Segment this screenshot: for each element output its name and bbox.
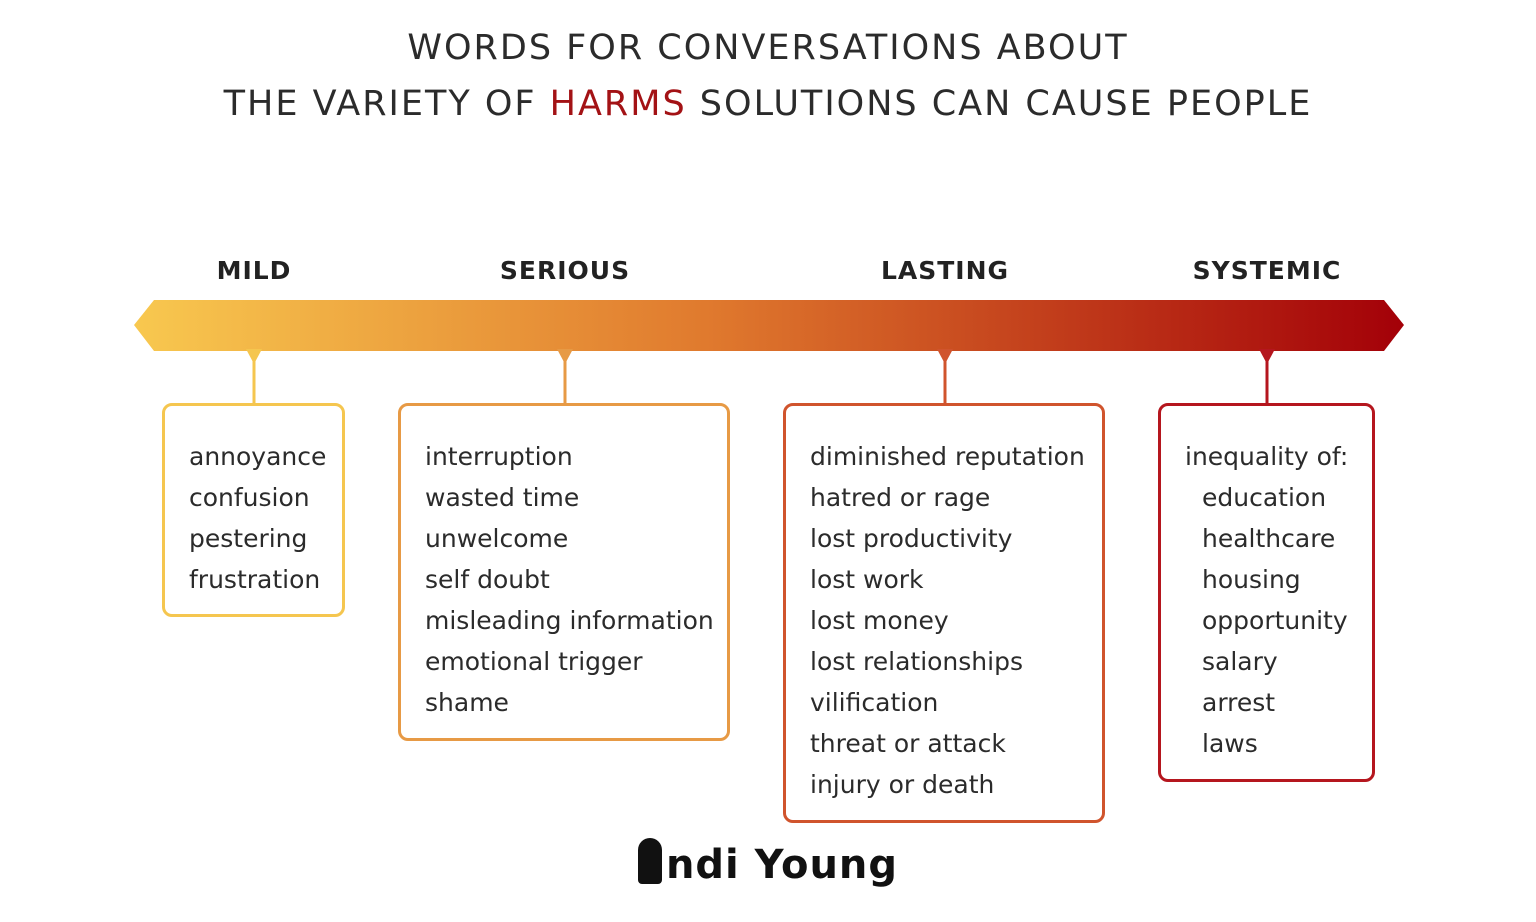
category-label-mild: MILD <box>216 256 292 285</box>
list-item: healthcare <box>1202 524 1336 553</box>
list-item: lost productivity <box>810 524 1013 553</box>
connector-systemic <box>1259 349 1275 405</box>
list-item: inequality of: <box>1185 442 1349 471</box>
list-serious <box>425 436 727 723</box>
title-line-1: WORDS FOR CONVERSATIONS ABOUT <box>407 28 1129 68</box>
category-label-serious: SERIOUS <box>499 256 631 285</box>
list-item: lost relationships <box>810 647 1023 676</box>
list-item: lost work <box>810 565 924 594</box>
list-item: arrest <box>1202 688 1276 717</box>
category-label-lasting: LASTING <box>880 256 1010 285</box>
connector-mild <box>246 349 262 405</box>
logo-mark-icon <box>638 838 662 884</box>
connector-lasting <box>937 349 953 405</box>
list-item: laws <box>1202 729 1258 758</box>
list-systemic <box>1185 436 1372 764</box>
list-item: opportunity <box>1202 606 1348 635</box>
list-lasting <box>810 436 1102 805</box>
connector-serious <box>557 349 573 405</box>
list-item: emotional trigger <box>425 647 643 676</box>
list-item: annoyance <box>189 442 327 471</box>
list-item: pestering <box>189 524 308 553</box>
list-item: threat or attack <box>810 729 1006 758</box>
list-item: unwelcome <box>425 524 569 553</box>
list-item: housing <box>1202 565 1301 594</box>
severity-scale <box>0 0 1536 410</box>
severity-arrow <box>134 300 1404 351</box>
list-item: interruption <box>425 442 573 471</box>
list-item: wasted time <box>425 483 580 512</box>
list-item: injury or death <box>810 770 995 799</box>
list-item: lost money <box>810 606 949 635</box>
list-item: self doubt <box>425 565 550 594</box>
title-suffix: SOLUTIONS CAN CAUSE PEOPLE <box>686 84 1313 124</box>
list-item: confusion <box>189 483 310 512</box>
title-prefix: THE VARIETY OF <box>223 84 550 124</box>
list-item: diminished reputation <box>810 442 1085 471</box>
list-item: frustration <box>189 565 321 594</box>
list-item: hatred or rage <box>810 483 991 512</box>
title-highlight: HARMS <box>549 84 687 124</box>
logo-text: ndi Young <box>665 842 899 888</box>
box-mild <box>162 403 345 617</box>
category-label-systemic: SYSTEMIC <box>1192 256 1342 285</box>
list-item: education <box>1202 483 1327 512</box>
list-item: shame <box>425 688 509 717</box>
box-lasting <box>783 403 1105 823</box>
list-item: misleading information <box>425 606 714 635</box>
list-mild <box>189 436 342 600</box>
box-systemic <box>1158 403 1375 782</box>
list-item: salary <box>1202 647 1278 676</box>
list-item: vilification <box>810 688 939 717</box>
logo <box>0 838 1536 888</box>
box-serious <box>398 403 730 741</box>
